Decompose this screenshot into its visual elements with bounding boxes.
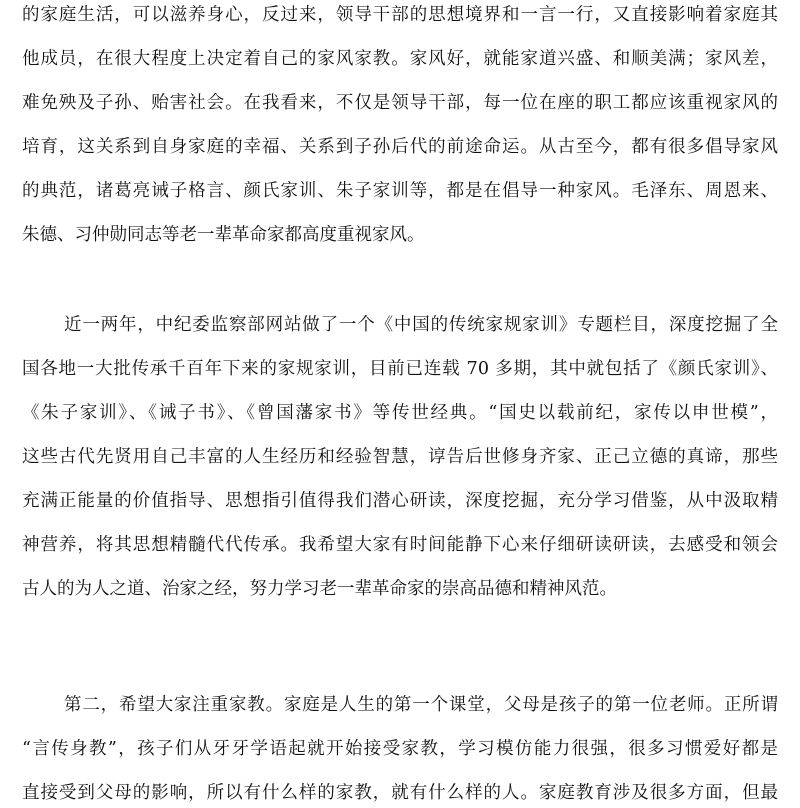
- paragraph-2-line: 近一两年，中纪委监察部网站做了一个《中国的传统家规家训》专题栏目，深度挖掘了全: [64, 315, 778, 335]
- paragraph-2-line: 充满正能量的价值指导、思想指引值得我们潜心研读，深度挖掘，充分学习借鉴，从中汲取精: [22, 491, 778, 511]
- paragraph-2-line: 国各地一大批传承千百年下来的家规家训，目前已连载 70 多期，其中就包括了《颜氏家训》、: [22, 359, 778, 379]
- paragraph-2-line: 古人的为人之道、治家之经，努力学习老一辈革命家的崇高品德和精神风范。: [22, 579, 617, 599]
- paragraph-3-line: 第二，希望大家注重家教。家庭是人生的第一个课堂，父母是孩子的第一位老师。正所谓: [64, 695, 778, 715]
- paragraph-1-line: 的典范，诸葛亮诫子格言、颜氏家训、朱子家训等，都是在倡导一种家风。毛泽东、周恩来、: [22, 181, 778, 201]
- paragraph-1-line: 朱德、习仲勋同志等老一辈革命家都高度重视家风。: [22, 225, 425, 245]
- paragraph-1-line: 他成员，在很大程度上决定着自己的家风家教。家风好，就能家道兴盛、和顺美满；家风差，: [22, 49, 778, 69]
- paragraph-3-line: “言传身教”，孩子们从牙牙学语起就开始接受家教，学习模仿能力很强，很多习惯爱好都是: [22, 739, 778, 759]
- paragraph-1-line: 难免殃及子孙、贻害社会。在我看来，不仅是领导干部，每一位在座的职工都应该重视家风的: [22, 93, 778, 113]
- paragraph-2-line: 神营养，将其思想精髓代代传承。我希望大家有时间能静下心来仔细研读研读，去感受和领会: [22, 535, 778, 555]
- paragraph-2-line: 《朱子家训》、《诫子书》、《曾国藩家书》等传世经典。“国史以载前纪，家传以申世模”，: [22, 403, 778, 423]
- paragraph-1-line: 培育，这关系到自身家庭的幸福、关系到子孙后代的前途命运。从古至今，都有很多倡导家风: [22, 137, 778, 157]
- paragraph-3-line: 直接受到父母的影响，所以有什么样的家教，就有什么样的人。家庭教育涉及很多方面，但最: [22, 783, 778, 803]
- paragraph-1-line: 的家庭生活，可以滋养身心，反过来，领导干部的思想境界和一言一行，又直接影响着家庭其: [22, 5, 778, 25]
- paragraph-2-line: 这些古代先贤用自己丰富的人生经历和经验智慧，谆告后世修身齐家、正己立德的真谛，那些: [22, 447, 778, 467]
